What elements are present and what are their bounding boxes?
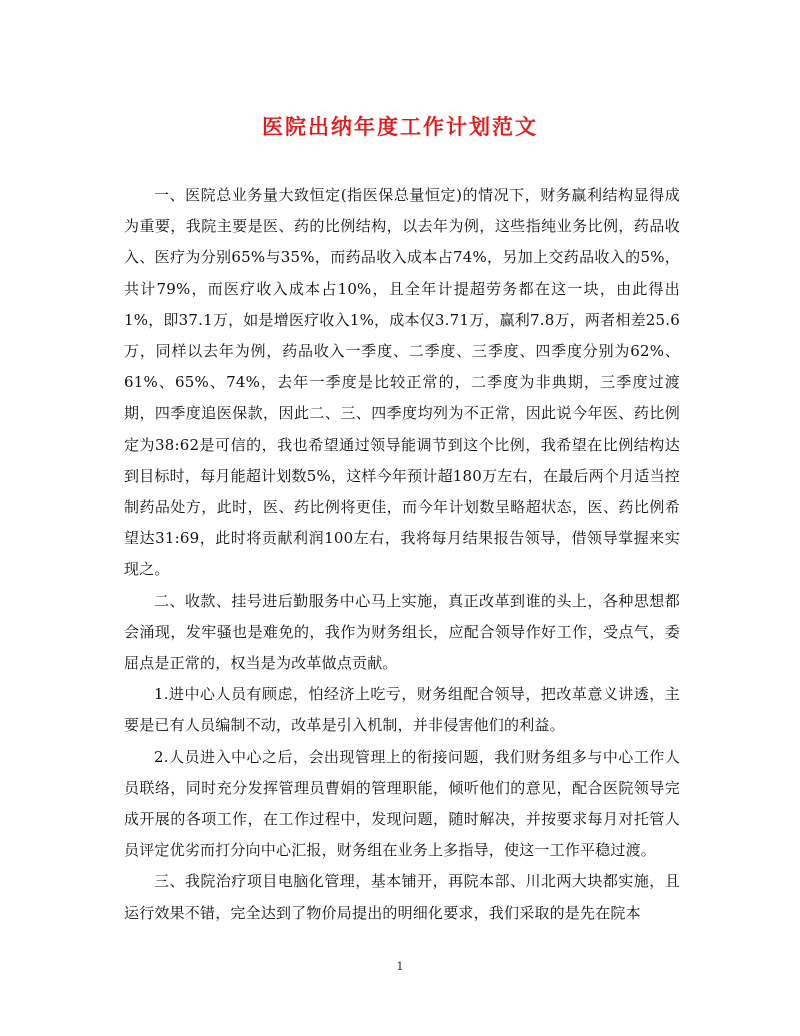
paragraph-section-1: 一、医院总业务量大致恒定(指医保总量恒定)的情况下，财务赢利结构显得成为重要，我院主要是医、药的比例结构，以去年为例，这些指纯业务比例，药品收入、医疗为分别65%与35%，而药品收入成本占74%，另加上交药品收入的5%，共计79%，而医疗收入成本占10%，且全年计提超劳务都在这一块，由此得出1%，即37.1万，如是增医疗收入1%，成本仅3.71万，赢利7.8万，两者相差25.6万，同样以去年为例，药品收入一季度、二季度、三季度、四季度分别为62%、61%、65%、74%，去年一季度是比较正常的，二季度为非典期，三季度过渡期，四季度追医保款，因此二、三、四季度均列为不正常，因此说今年医、药比例定为38:62是可信的，我也希望通过领导能调节到这个比例，我希望在比例结构达到目标时，每月能超计划数5%，这样今年预计超180万左右，在最后两个月适当控制药品处方，此时，医、药比例将更佳，而今年计划数呈略超状态，医、药比例希望达31:69，此时将贡献利润100左右，我将每月结果报告领导，借领导掌握来实现之。 — [124, 186, 680, 579]
paragraph-item-1: 1.进中心人员有顾虑，怕经济上吃亏，财务组配合领导，把改革意义讲透，主要是已有人员编制不动，改革是引入机制，并非侵害他们的利益。 — [124, 685, 680, 735]
document-body — [124, 180, 680, 929]
paragraph-section-3: 三、我院治疗项目电脑化管理，基本铺开，再院本部、川北两大块都实施，且运行效果不错，完全达到了物价局提出的明细化要求，我们采取的是先在院本 — [124, 872, 680, 922]
paragraph-item-2: 2.人员进入中心之后，会出现管理上的衔接问题，我们财务组多与中心工作人员联络，同时充分发挥管理员曹娟的管理职能，倾听他们的意见，配合医院领导完成开展的各项工作，在工作过程中，发现问题，随时解决，并按要求每月对托管人员评定优劣而打分向中心汇报，财务组在业务上多指导，使这一工作平稳过渡。 — [124, 747, 680, 860]
document-title: 医院出纳年度工作计划范文 — [262, 114, 538, 139]
paragraph-section-2: 二、收款、挂号进后勤服务中心马上实施，真正改革到谁的头上，各种思想都会涌现，发牢骚也是难免的，我作为财务组长，应配合领导作好工作，受点气，委屈点是正常的，权当是为改革做点贡献。 — [124, 591, 680, 673]
page-number: 1 — [396, 960, 404, 973]
